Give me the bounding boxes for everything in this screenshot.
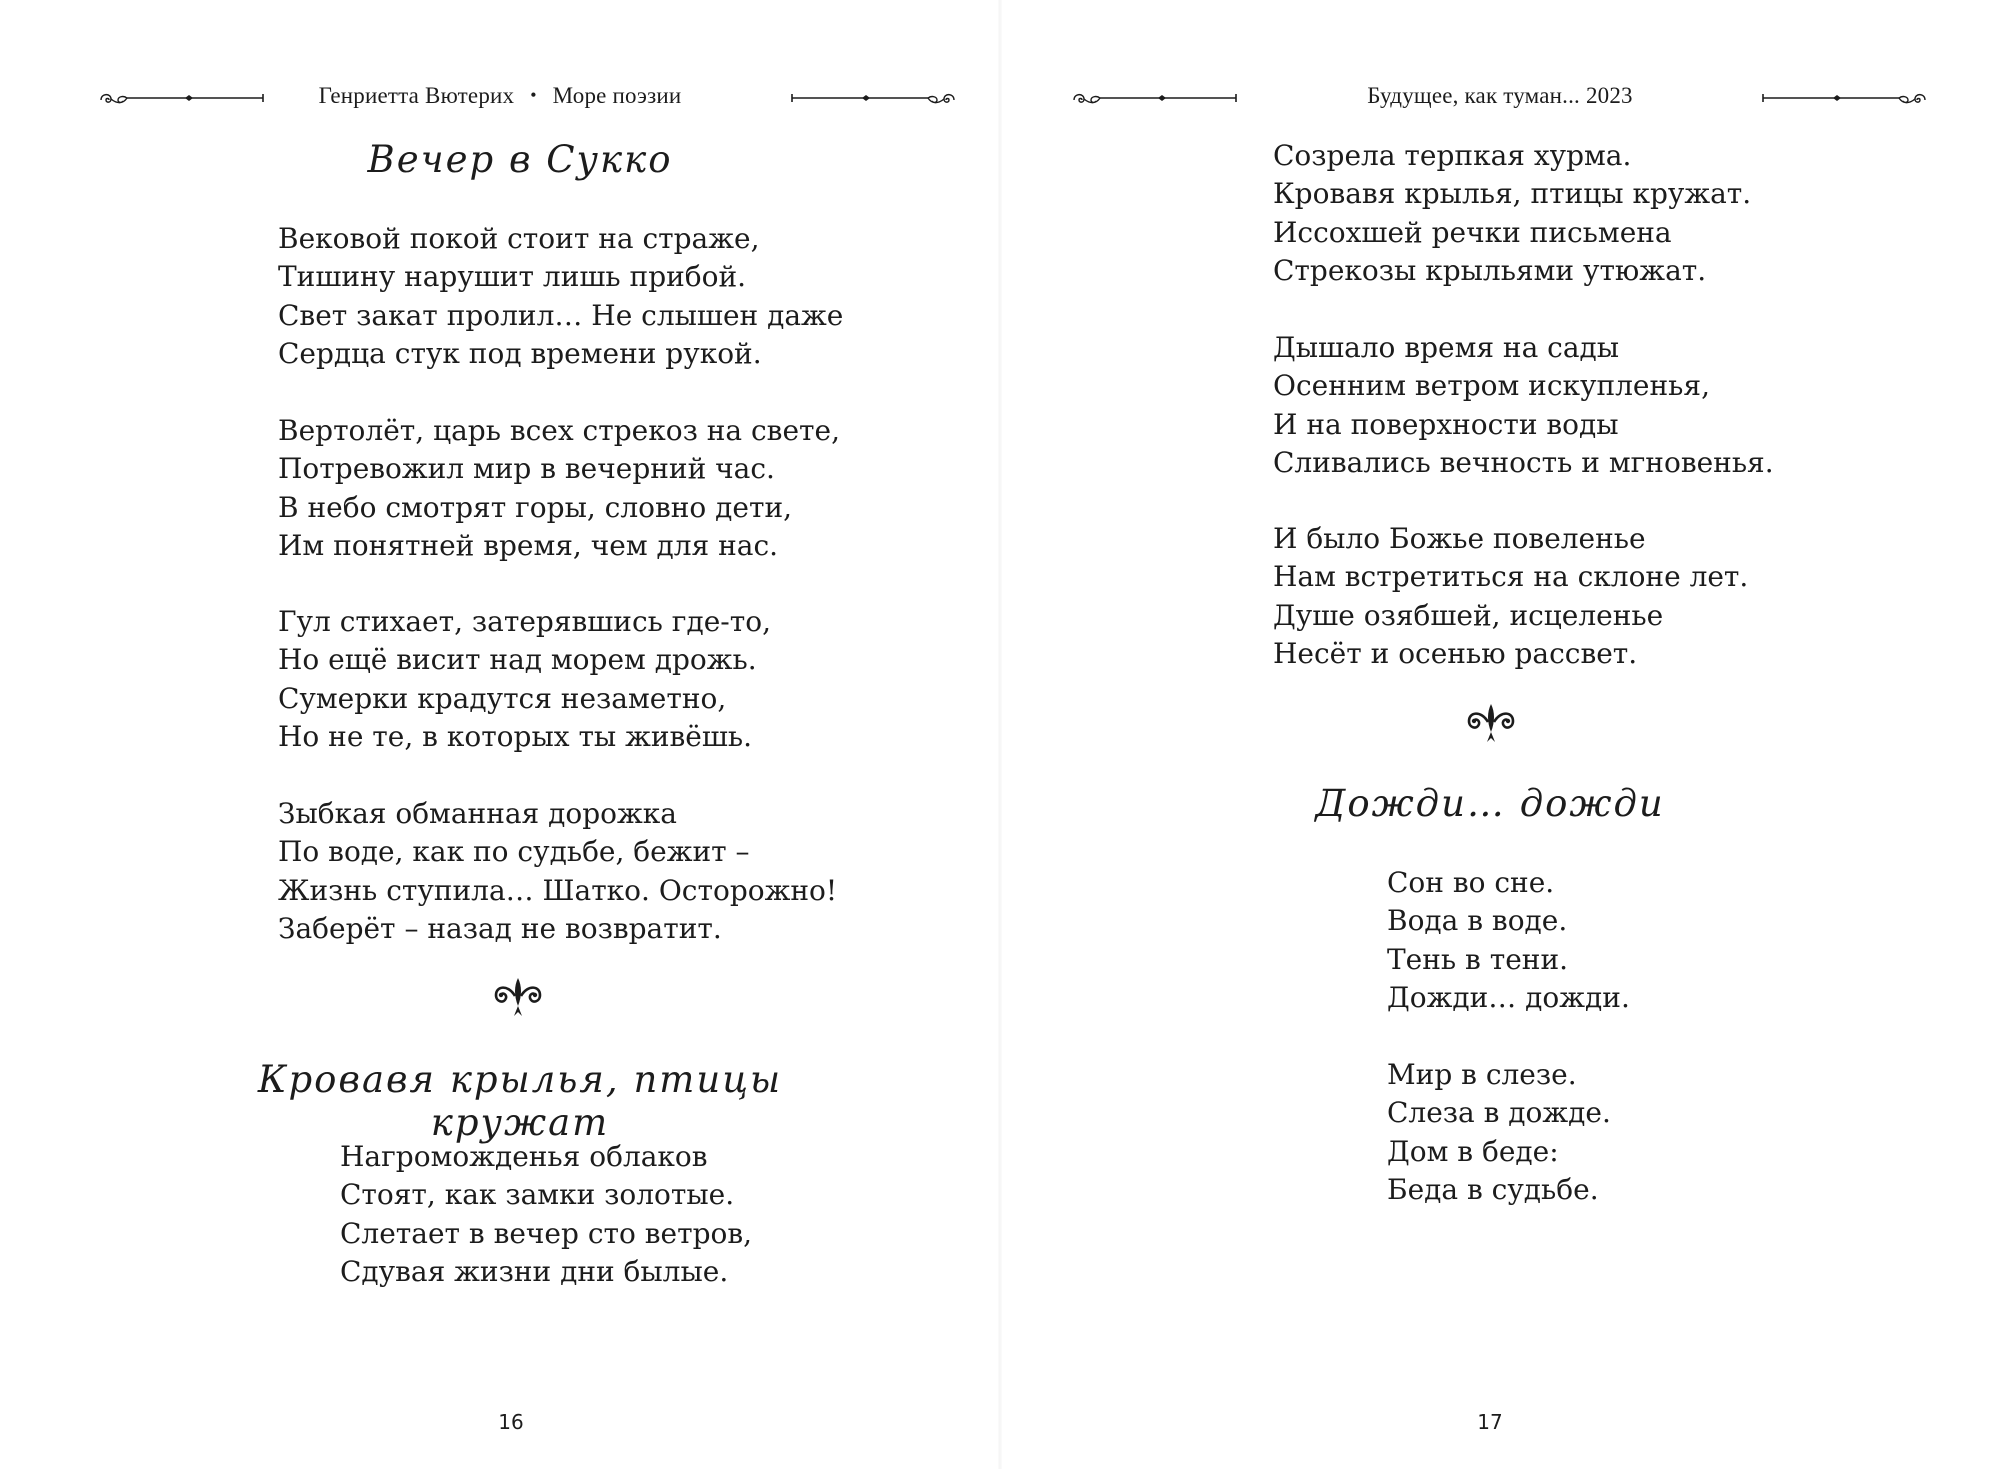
verse-line: Слеза в дожде.	[1387, 1096, 1611, 1130]
verse-line: Дожди… дожди.	[1387, 981, 1630, 1015]
verse-line: Несёт и осенью рассвет.	[1273, 637, 1638, 671]
verse-line: Вода в воде.	[1387, 904, 1568, 938]
flourish-rule-icon	[1754, 88, 1929, 112]
verse-line: Сердца стук под времени рукой.	[278, 337, 762, 371]
page-number: 17	[1477, 1410, 1503, 1434]
verse-line: Сон во сне.	[1387, 866, 1555, 899]
verse-line: Стрекозы крыльями утюжат.	[1273, 254, 1707, 288]
book-name: Море поэзии	[552, 83, 682, 108]
verse-line: Слетает в вечер сто ветров,	[340, 1216, 753, 1250]
verse-line: Нам встретиться на склоне лет.	[1273, 560, 1749, 594]
verse-line: Жизнь ступила… Шатко. Осторожно!	[278, 873, 838, 907]
stanza	[1273, 137, 1751, 291]
verse-line: Осенним ветром искупленья,	[1273, 369, 1710, 403]
stanza	[278, 412, 840, 566]
verse-line: Нагроможденья облаков	[340, 1140, 708, 1173]
running-head-text: Будущее, как туман... 2023	[1367, 83, 1633, 108]
verse-line: Дом в беде:	[1387, 1134, 1559, 1168]
verse-line: Созрела терпкая хурма.	[1273, 139, 1632, 172]
verse-line: Им понятней время, чем для нас.	[278, 529, 779, 563]
verse-line: Вертолёт, царь всех стрекоз на свете,	[278, 414, 840, 447]
verse-line: Свет закат пролил… Не слышен даже	[278, 298, 844, 332]
verse-line: Потревожил мир в вечерний час.	[278, 452, 775, 486]
verse-line: Тень в тени.	[1387, 942, 1569, 976]
right-running-head	[1000, 80, 2000, 116]
fleuron-icon	[492, 976, 544, 1018]
verse-line: Сдувая жизни дни былые.	[340, 1255, 729, 1289]
stanza	[278, 603, 771, 757]
verse-line: Но ещё висит над морем дрожь.	[278, 643, 757, 677]
head-separator: •	[530, 85, 537, 105]
verse-line: Сливались вечность и мгновенья.	[1273, 446, 1774, 480]
verse-line: Зыбкая обманная дорожка	[278, 797, 677, 830]
verse-line: Душе озябшей, исцеленье	[1273, 598, 1664, 632]
poem-title: Кровавя крылья, птицы кружат	[257, 1058, 783, 1144]
stanza	[278, 795, 837, 949]
verse-line: Заберёт – назад не возвратит.	[278, 912, 722, 946]
verse-line: Мир в слезе.	[1387, 1058, 1577, 1091]
verse-line: Гул стихает, затерявшись где-то,	[278, 605, 771, 638]
left-running-head	[0, 80, 1000, 116]
verse-line: Вековой покой стоит на страже,	[278, 222, 760, 255]
verse-line: Но не те, в которых ты живёшь.	[278, 720, 753, 754]
verse-line: Сумерки крадутся незаметно,	[278, 681, 727, 715]
verse-line: И на поверхности воды	[1273, 407, 1619, 441]
poem-title: Вечер в Сукко	[367, 138, 673, 181]
stanza	[340, 1138, 752, 1292]
fleuron-icon	[1465, 702, 1517, 744]
right-page	[1000, 0, 2000, 1469]
stanza	[1273, 329, 1774, 483]
verse-line: Беда в судьбе.	[1387, 1173, 1599, 1207]
stanza	[1273, 520, 1748, 674]
stanza	[1387, 1056, 1611, 1210]
verse-line: Кровавя крылья, птицы кружат.	[1273, 177, 1752, 211]
flourish-rule-icon	[783, 88, 958, 112]
poem-title: Дожди… дожди	[1315, 782, 1665, 825]
author-name: Генриетта Вютерих	[318, 83, 515, 108]
stanza	[278, 220, 843, 374]
page-number: 16	[498, 1410, 524, 1434]
verse-line: По воде, как по судьбе, бежит –	[278, 835, 750, 869]
verse-line: Стоят, как замки золотые.	[340, 1178, 735, 1212]
stanza	[1387, 864, 1630, 1018]
verse-line: И было Божье повеленье	[1273, 522, 1646, 555]
verse-line: Дышало время на сады	[1273, 331, 1620, 364]
verse-line: В небо смотрят горы, словно дети,	[278, 490, 793, 524]
verse-line: Тишину нарушит лишь прибой.	[278, 260, 747, 294]
verse-line: Иссохшей речки письмена	[1273, 215, 1672, 249]
